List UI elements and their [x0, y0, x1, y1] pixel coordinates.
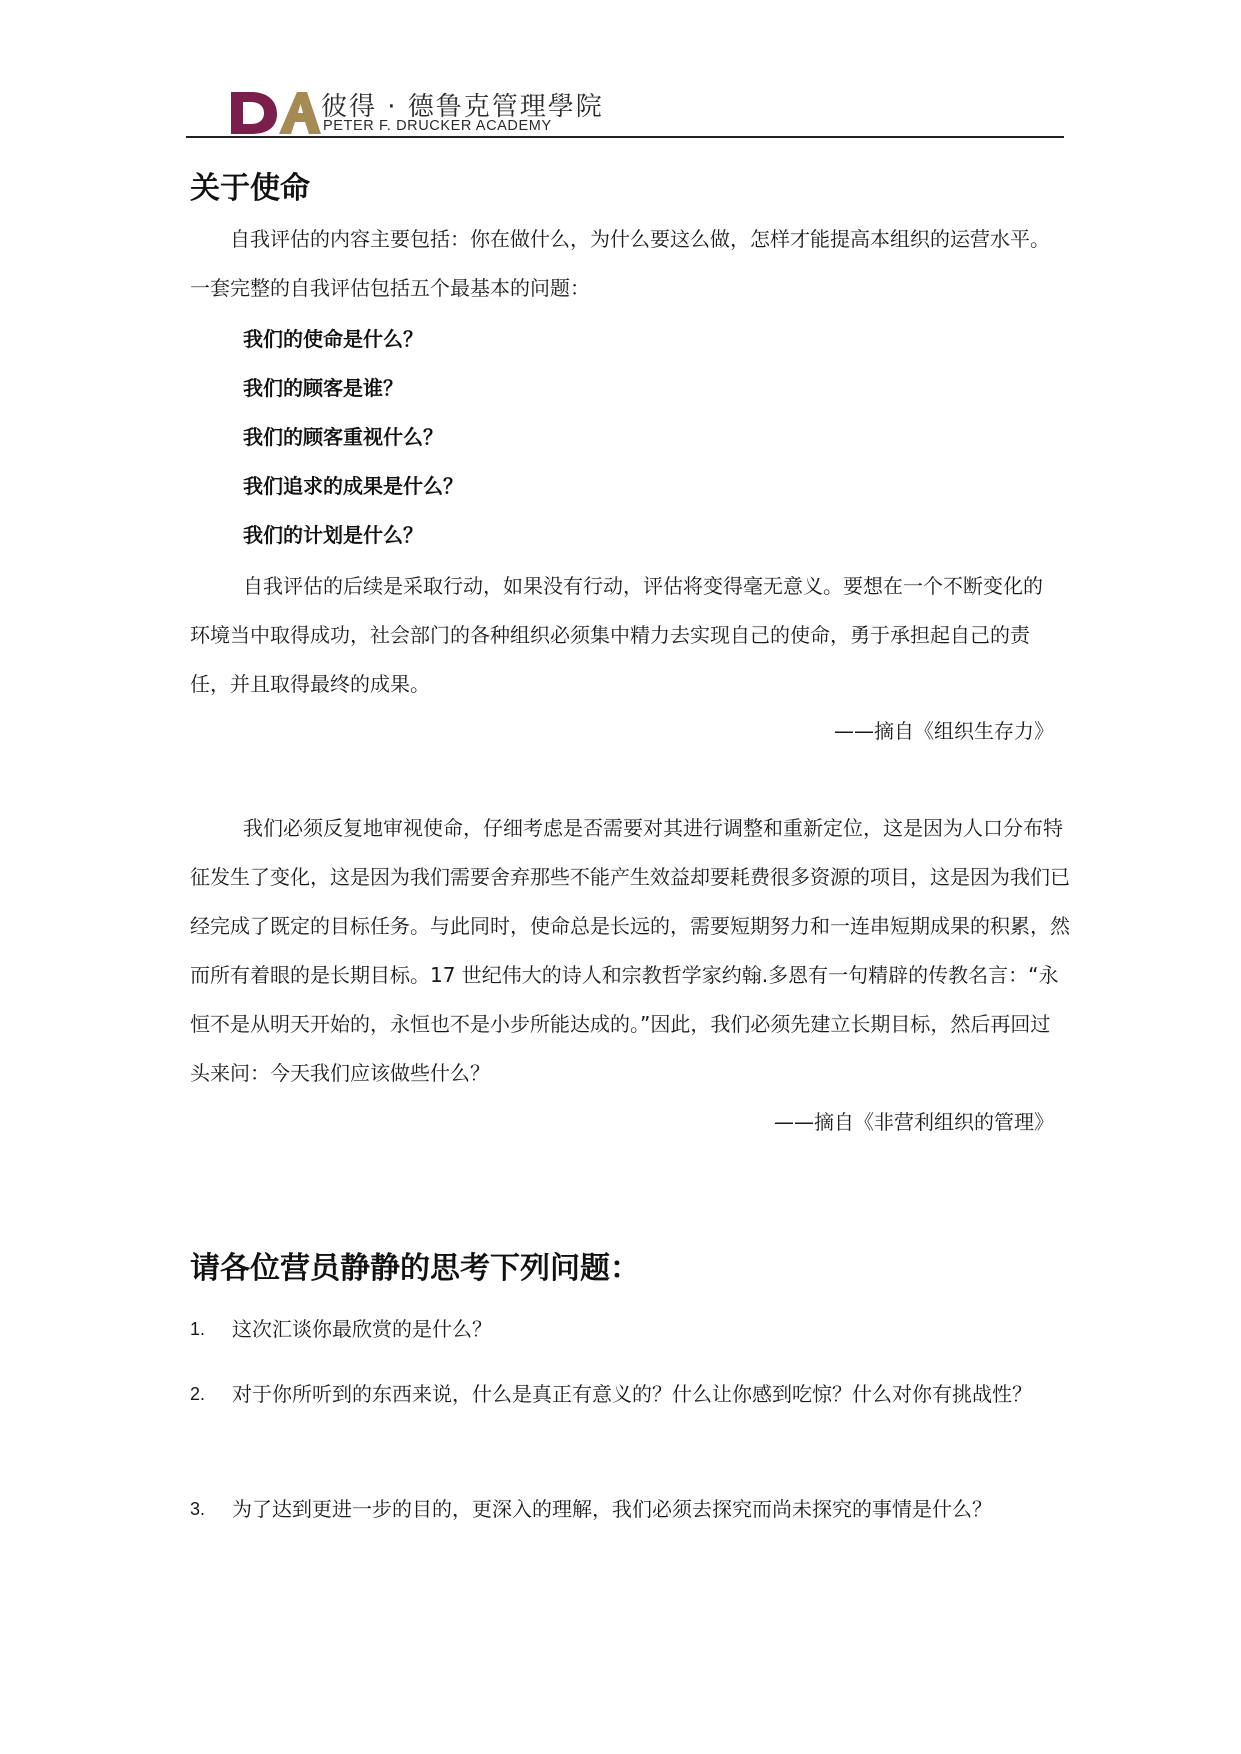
list-item-number: 3. — [190, 1499, 206, 1519]
page-header — [229, 86, 1056, 138]
question-mission: 我们的使命是什么？ — [243, 327, 423, 351]
header-divider — [186, 136, 1064, 138]
question-results: 我们追求的成果是什么？ — [243, 474, 463, 498]
section-heading-reflection: 请各位营员静静的思考下列问题： — [190, 1251, 640, 1286]
academy-logo-icon — [229, 86, 321, 136]
list-item-text: 为了达到更进一步的目的，更深入的理解，我们必须去探究而尚未探究的事情是什么？ — [232, 1497, 992, 1521]
mission-review-paragraph: 我们必须反复地审视使命，仔细考虑是否需要对其进行调整和重新定位，这是因为人口分布特征发生了变化，这是因为我们需要舍弃那些不能产生效益却要耗费很多资源的项目，这是因为我们已经完成了既定的目标任务。与此同时，使命总是长远的，需要短期努力和一连串短期成果的积累，然而所有着眼的是长期目标。17 世纪伟大的诗人和宗教哲学家约翰.多恩有一句精辟的传教名言：“永恒不是从明天开始的，永恒也不是小步所能达成的。”因此，我们必须先建立长期目标，然后再回过头来问：今天我们应该做些什么？ — [190, 816, 1070, 1085]
list-item-text: 这次汇谈你最欣赏的是什么？ — [232, 1317, 492, 1341]
source-citation-2: ——摘自《非营利组织的管理》 — [774, 1110, 1054, 1134]
brand-name-chinese: 彼得 · 德鲁克管理學院 — [321, 92, 604, 122]
source-citation-1: ——摘自《组织生存力》 — [834, 719, 1054, 743]
list-item-number: 1. — [190, 1319, 206, 1339]
followup-paragraph: 自我评估的后续是采取行动，如果没有行动，评估将变得毫无意义。要想在一个不断变化的环境当中取得成功，社会部门的各种组织必须集中精力去实现自己的使命，勇于承担起自己的责任，并且取得最终的成果。 — [190, 574, 1043, 696]
question-customer: 我们的顾客是谁？ — [243, 376, 403, 400]
question-customer-value: 我们的顾客重视什么？ — [243, 425, 443, 449]
brand-name-english: PETER F. DRUCKER ACADEMY — [323, 118, 552, 134]
list-item-text: 对于你所听到的东西来说，什么是真正有意义的？什么让你感到吃惊？什么对你有挑战性？ — [232, 1382, 1032, 1406]
question-plan: 我们的计划是什么？ — [243, 523, 423, 547]
list-item-number: 2. — [190, 1384, 206, 1404]
section-heading-mission: 关于使命 — [190, 171, 310, 206]
intro-paragraph: 自我评估的内容主要包括：你在做什么，为什么要这么做，怎样才能提高本组织的运营水平。一套完整的自我评估包括五个最基本的问题： — [190, 227, 1050, 300]
